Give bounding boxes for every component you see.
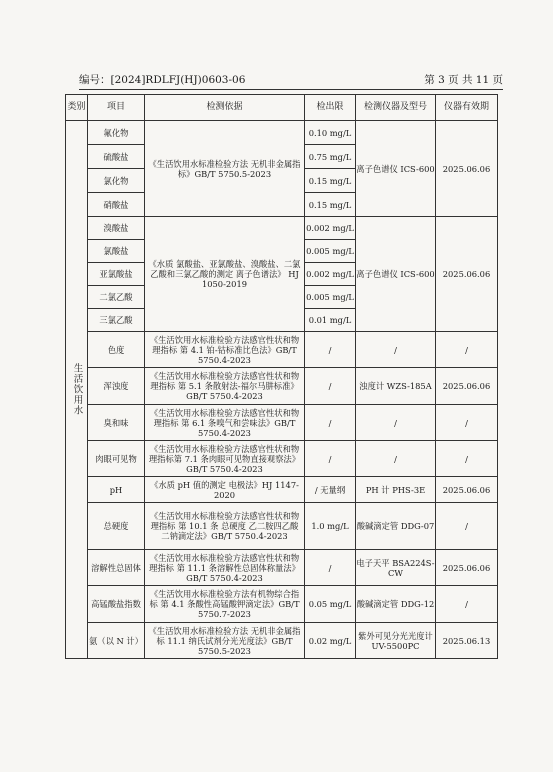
validity-cell: 2025.06.06 (436, 217, 498, 332)
basis-cell: 《生活饮用水标准检验方法感官性状和物理指标 第 10.1 条 总硬度 乙二胺四乙酸二钠滴定法》GB/T 5750.4-2023 (145, 503, 305, 550)
table-row (66, 550, 498, 586)
basis-cell: 《生活饮用水标准检验方法感官性状和物理指标 第 5.1 条散射法-福尔马肼标准》GB/T 5750.4-2023 (145, 368, 305, 405)
col-header-instrument: 检测仪器及型号 (356, 95, 436, 121)
validity-cell: 2025.06.06 (436, 550, 498, 586)
item-cell: 三氯乙酸 (88, 309, 145, 332)
col-header-limit: 检出限 (305, 95, 356, 121)
item-cell: 亚氯酸盐 (88, 263, 145, 286)
item-cell: 浑浊度 (88, 368, 145, 405)
basis-cell: 《生活饮用水标准检验方法感官性状和物理指标 第 4.1 铂-钴标准比色法》GB/T 5750.4-2023 (145, 332, 305, 368)
limit-cell: / (305, 368, 356, 405)
validity-cell: 2025.06.06 (436, 368, 498, 405)
limit-cell: / (305, 550, 356, 586)
table-header-row (66, 95, 498, 121)
instrument-cell: PH 计 PHS-3E (356, 477, 436, 503)
basis-cell: 《生活饮用水标准检验方法有机物综合指标 第 4.1 条酸性高锰酸钾滴定法》GB/T 5750.7-2023 (145, 586, 305, 623)
table-row (66, 405, 498, 441)
limit-cell: 0.10 mg/L (305, 121, 356, 145)
col-header-item: 项目 (88, 95, 145, 121)
table-row (66, 503, 498, 550)
limit-cell: / (305, 332, 356, 368)
limit-cell: / (305, 441, 356, 477)
validity-cell: / (436, 441, 498, 477)
limit-cell: 1.0 mg/L (305, 503, 356, 550)
basis-cell: 《生活饮用水标准检验方法感官性状和物理指标 第 11.1 条溶解性总固体称量法》GB/T 5750.4-2023 (145, 550, 305, 586)
item-cell: 臭和味 (88, 405, 145, 441)
limit-cell: 0.75 mg/L (305, 145, 356, 169)
item-cell: 总硬度 (88, 503, 145, 550)
table-row (66, 332, 498, 368)
item-cell: 二氯乙酸 (88, 286, 145, 309)
category-label: 生活饮用水 (71, 363, 83, 416)
test-methods-table (65, 94, 498, 659)
basis-cell: 《水质 氯酸盐、亚氯酸盐、溴酸盐、二氯乙酸和三氯乙酸的测定 离子色谱法》 HJ 1050-2019 (145, 217, 305, 332)
col-header-validity: 仪器有效期 (436, 95, 498, 121)
validity-cell: 2025.06.13 (436, 623, 498, 659)
item-cell: 氯酸盐 (88, 240, 145, 263)
validity-cell: 2025.06.06 (436, 121, 498, 217)
col-header-category: 类别 (66, 95, 88, 121)
table-row (66, 441, 498, 477)
category-cell (66, 121, 88, 659)
limit-cell: 0.15 mg/L (305, 193, 356, 217)
item-cell: 溶解性总固体 (88, 550, 145, 586)
limit-cell: 0.01 mg/L (305, 309, 356, 332)
instrument-cell: / (356, 441, 436, 477)
table-row (66, 121, 498, 145)
basis-cell: 《生活饮用水标准检验方法 无机非金属指标》GB/T 5750.5-2023 (145, 121, 305, 217)
table-row (66, 477, 498, 503)
validity-cell: 2025.06.06 (436, 477, 498, 503)
instrument-cell: / (356, 332, 436, 368)
item-cell: 氨（以 N 计） (88, 623, 145, 659)
instrument-cell: / (356, 405, 436, 441)
limit-cell: 0.15 mg/L (305, 169, 356, 193)
limit-cell: 0.002 mg/L (305, 217, 356, 240)
table-row (66, 368, 498, 405)
item-cell: 色度 (88, 332, 145, 368)
item-cell: 高锰酸盐指数 (88, 586, 145, 623)
item-cell: 肉眼可见物 (88, 441, 145, 477)
item-cell: 氯化物 (88, 169, 145, 193)
limit-cell: 0.02 mg/L (305, 623, 356, 659)
limit-cell: 0.002 mg/L (305, 263, 356, 286)
instrument-cell: 酸碱滴定管 DDG-12 (356, 586, 436, 623)
basis-cell: 《生活饮用水标准检验方法 无机非金属指标 11.1 纳氏试剂分光光度法》GB/T 5750.5-2023 (145, 623, 305, 659)
page-number: 第 3 页 共 11 页 (424, 74, 503, 86)
report-code: 编号：[2024]RDLFJ(HJ)0603-06 (79, 74, 246, 86)
limit-cell: 0.005 mg/L (305, 286, 356, 309)
limit-cell: / 无量纲 (305, 477, 356, 503)
item-cell: 氟化物 (88, 121, 145, 145)
basis-cell: 《生活饮用水标准检验方法感官性状和物理指标第 7.1 条肉眼可见物直接观察法》GB/T 5750.4-2023 (145, 441, 305, 477)
item-cell: 硫酸盐 (88, 145, 145, 169)
table-row (66, 217, 498, 240)
instrument-cell: 紫外可见分光光度计 UV-5500PC (356, 623, 436, 659)
item-cell: 硝酸盐 (88, 193, 145, 217)
validity-cell: / (436, 503, 498, 550)
instrument-cell: 酸碱滴定管 DDG-07 (356, 503, 436, 550)
instrument-cell: 浊度计 WZS-185A (356, 368, 436, 405)
limit-cell: 0.05 mg/L (305, 586, 356, 623)
basis-cell: 《水质 pH 值的测定 电极法》HJ 1147-2020 (145, 477, 305, 503)
table-row (66, 623, 498, 659)
table-row (66, 586, 498, 623)
col-header-basis: 检测依据 (145, 95, 305, 121)
limit-cell: / (305, 405, 356, 441)
limit-cell: 0.005 mg/L (305, 240, 356, 263)
item-cell: 溴酸盐 (88, 217, 145, 240)
instrument-cell: 离子色谱仪 ICS-600 (356, 121, 436, 217)
validity-cell: / (436, 332, 498, 368)
validity-cell: / (436, 586, 498, 623)
report-header (79, 71, 503, 90)
basis-cell: 《生活饮用水标准检验方法感官性状和物理指标 第 6.1 条嗅气和尝味法》GB/T 5750.4-2023 (145, 405, 305, 441)
item-cell: pH (88, 477, 145, 503)
instrument-cell: 电子天平 BSA224S-CW (356, 550, 436, 586)
validity-cell: / (436, 405, 498, 441)
instrument-cell: 离子色谱仪 ICS-600 (356, 217, 436, 332)
